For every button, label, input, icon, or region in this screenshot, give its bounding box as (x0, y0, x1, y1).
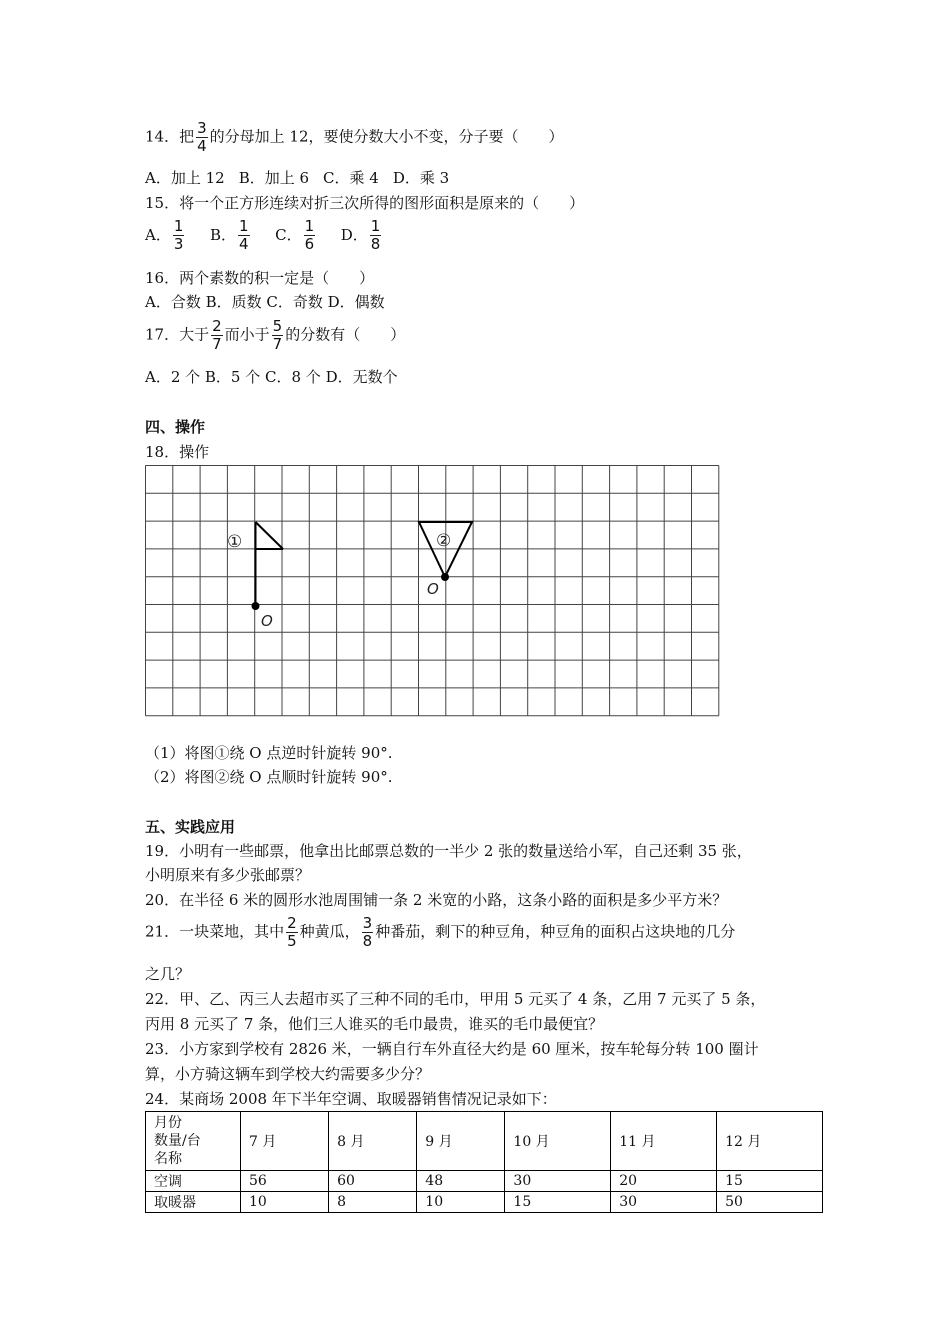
question-21-line-2: 之几？ (145, 965, 191, 983)
option-label: C． (275, 225, 302, 244)
month-header: 11 月 (611, 1112, 717, 1171)
fraction-denominator: 4 (238, 235, 249, 253)
table-cell: 30 (505, 1171, 611, 1192)
corner-label-name: 名称 (154, 1151, 182, 1167)
q17-middle: 而小于 (224, 325, 270, 344)
q17-prefix: 17．大于 (145, 325, 210, 344)
month-header: 9 月 (417, 1112, 505, 1171)
table-cell: 15 (717, 1171, 823, 1192)
q17-fraction-2 (272, 318, 284, 353)
fraction-numerator: 5 (272, 317, 283, 335)
question-22-line-1: 22．甲、乙、丙三人去超市买了三种不同的毛巾，甲用 5 元买了 4 条，乙用 7 元买了 5 条， (145, 990, 766, 1008)
q14-option-a: A．加上 12 (145, 169, 225, 187)
q14-option-b: B．加上 6 (238, 169, 310, 187)
table-cell: 48 (417, 1171, 505, 1192)
figure-1-flag (256, 522, 284, 606)
month-header: 10 月 (505, 1112, 611, 1171)
q15-text: 15．将一个正方形连续对折三次所得的图形面积是原来的（ ） (145, 194, 585, 212)
question-14 (145, 120, 564, 155)
fraction-denominator: 7 (272, 335, 283, 353)
q15-options (145, 218, 383, 253)
month-header: 7 月 (241, 1112, 329, 1171)
figure-2-label: ② (436, 531, 452, 551)
operation-2: （2）将图②绕 O 点顺时针旋转 90°. (145, 768, 393, 786)
option-label: A． (145, 225, 171, 244)
question-17 (145, 318, 405, 353)
option-fraction (238, 218, 250, 253)
q14-options (145, 167, 449, 189)
option-label: B． (209, 225, 236, 244)
q21-suffix: 种番茄，剩下的种豆角，种豆角的面积占这块地的几分 (375, 922, 736, 941)
operation-1: （1）将图①绕 O 点逆时针旋转 90°. (145, 744, 393, 762)
table-cell: 60 (329, 1171, 417, 1192)
fraction-denominator: 8 (362, 932, 373, 950)
table-cell: 56 (241, 1171, 329, 1192)
month-header: 8 月 (329, 1112, 417, 1171)
q16-text: 16．两个素数的积一定是（ ） (145, 269, 375, 287)
row-name: 取暖器 (146, 1192, 241, 1213)
table-cell: 8 (329, 1192, 417, 1213)
q17-options (145, 366, 398, 388)
fraction-numerator: 1 (370, 217, 381, 235)
fraction-numerator: 3 (362, 914, 373, 932)
q16-options (145, 291, 385, 313)
fraction-denominator: 5 (287, 932, 297, 950)
fraction-numerator: 1 (304, 217, 315, 235)
question-21-line-1 (145, 915, 735, 950)
question-19-line-2: 小明原来有多少张邮票？ (145, 866, 311, 884)
section-4-title: 四、操作 (145, 418, 206, 436)
question-16 (145, 267, 374, 289)
q16-options-text: A．合数 B．质数 C．奇数 D．偶数 (145, 293, 385, 311)
fraction-numerator: 1 (173, 217, 184, 235)
table-cell: 30 (611, 1192, 717, 1213)
corner-label-month: 月份 (154, 1115, 182, 1131)
option-fraction (370, 218, 382, 253)
q14-option-d: D．乘 3 (392, 169, 450, 187)
q14-prefix: 14．把 (145, 127, 195, 146)
q15-option-c (275, 217, 317, 253)
pivot-point-1 (252, 602, 260, 610)
option-fraction (304, 218, 316, 253)
table-cell: 10 (241, 1192, 329, 1213)
q21-fraction-1 (286, 915, 298, 950)
table-row (146, 1171, 823, 1192)
pivot-2-label: O (427, 580, 439, 598)
figure-1-label: ① (227, 532, 243, 552)
corner-label-quantity: 数量/台 (154, 1133, 201, 1149)
question-23-line-2: 算，小方骑这辆车到学校大约需要多少分？ (145, 1065, 431, 1083)
row-name: 空调 (146, 1171, 241, 1192)
question-19-line-1: 19．小明有一些邮票，他拿出比邮票总数的一半少 2 张的数量送给小军，自己还剩 35 张， (145, 842, 752, 860)
table-header-row (146, 1112, 823, 1171)
fraction-numerator: 1 (238, 217, 249, 235)
q17-suffix: 的分数有（ ） (285, 325, 406, 344)
fraction-denominator: 4 (197, 137, 207, 155)
month-header: 12 月 (717, 1112, 823, 1171)
fraction-denominator: 3 (173, 235, 184, 253)
q15-option-d (340, 217, 384, 253)
question-23-line-1: 23．小方家到学校有 2826 米，一辆自行车外直径大约是 60 厘米，按车轮每分转 100 圈计 (145, 1040, 759, 1058)
q15-option-a (145, 217, 186, 253)
question-18: 18．操作 (145, 443, 210, 461)
pivot-1-label: O (261, 612, 273, 630)
fraction-denominator: 6 (304, 235, 315, 253)
question-15 (145, 192, 584, 214)
grid-svg (145, 465, 721, 719)
q21-fraction-2 (362, 915, 374, 950)
q14-option-c: C．乘 4 (323, 169, 379, 187)
fraction-denominator: 8 (370, 235, 381, 253)
fraction-numerator: 2 (212, 317, 222, 335)
question-22-line-2: 丙用 8 元买了 7 条，他们三人谁买的毛巾最贵，谁买的毛巾最便宜？ (145, 1015, 604, 1033)
pivot-point-2 (441, 573, 449, 581)
q21-prefix: 21．一块菜地，其中 (145, 922, 285, 941)
q14-fraction (196, 120, 208, 155)
q15-option-b (209, 217, 252, 253)
fraction-numerator: 3 (197, 119, 207, 137)
table-cell: 10 (417, 1192, 505, 1213)
drawing-grid (145, 465, 721, 723)
table-corner-cell (146, 1112, 241, 1171)
q17-options-text: A．2 个 B．5 个 C．8 个 D．无数个 (145, 368, 398, 386)
question-20: 20．在半径 6 米的圆形水池周围铺一条 2 米宽的小路，这条小路的面积是多少平方米？ (145, 891, 728, 909)
table-cell: 15 (505, 1192, 611, 1213)
question-24: 24．某商场 2008 年下半年空调、取暖器销售情况记录如下： (145, 1090, 557, 1108)
q17-fraction-1 (211, 318, 223, 353)
table-row (146, 1192, 823, 1213)
fraction-denominator: 7 (212, 335, 222, 353)
sales-table (145, 1111, 823, 1213)
table-cell: 50 (717, 1192, 823, 1213)
fraction-numerator: 2 (287, 914, 297, 932)
option-label: D． (340, 225, 368, 244)
q21-middle: 种黄瓜， (299, 922, 360, 941)
option-fraction (173, 218, 185, 253)
q14-suffix: 的分母加上 12，要使分数大小不变，分子要（ ） (209, 127, 564, 146)
section-5-title: 五、实践应用 (145, 818, 236, 836)
table-cell: 20 (611, 1171, 717, 1192)
